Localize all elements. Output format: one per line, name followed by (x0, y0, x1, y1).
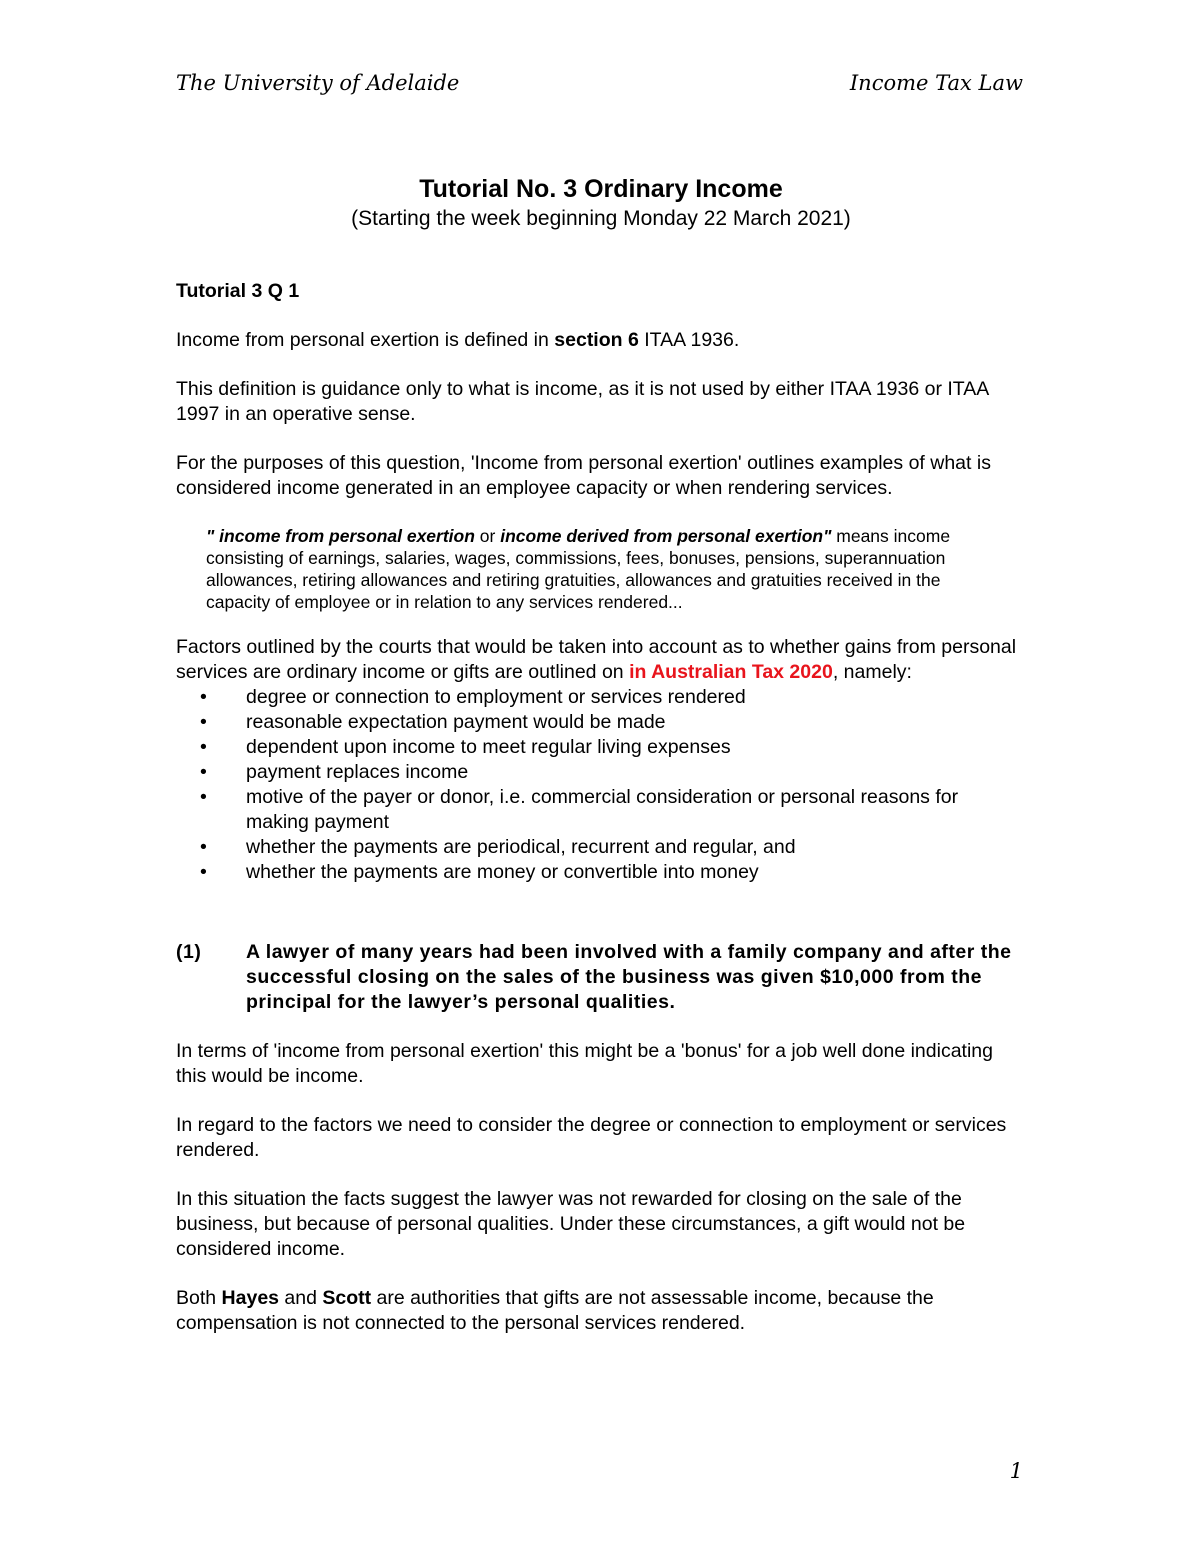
list-item-text: reasonable expectation payment would be made (246, 711, 666, 733)
list-item-text: whether the payments are money or convertible into money (246, 861, 759, 883)
textbook-reference: in Australian Tax 2020 (629, 661, 833, 683)
bullet-icon: • (200, 736, 207, 758)
document-body (176, 172, 1026, 1360)
text-run: Both (176, 1287, 222, 1309)
section-reference: section 6 (554, 329, 639, 351)
list-item (176, 785, 1026, 835)
paragraph-purpose: For the purposes of this question, 'Income from personal exertion' outlines examples of what is considered income generated in an employee capacity or when rendering services. (176, 452, 991, 499)
sub-question-number: (1) (176, 941, 202, 963)
text-run: ITAA 1936. (638, 329, 740, 351)
case-name-scott: Scott (322, 1287, 372, 1309)
paragraph-factors-intro (176, 635, 1026, 685)
bullet-icon: • (200, 861, 207, 883)
list-item (176, 860, 1026, 885)
bullet-icon: • (200, 761, 207, 783)
bullet-icon: • (200, 836, 207, 858)
list-item (176, 685, 1026, 710)
answer-paragraph: In regard to the factors we need to consider the degree or connection to employment or services rendered. (176, 1114, 1007, 1161)
list-item-text: motive of the payer or donor, i.e. commercial consideration or personal reasons for making payment (246, 786, 959, 833)
question-heading: Tutorial 3 Q 1 (176, 280, 300, 302)
text-run: are authorities that gifts are not assessable income, because the compensation is not connected to the personal services rendered. (176, 1287, 934, 1334)
title-rest: Ordinary Income (577, 175, 783, 203)
answer-paragraph: In terms of 'income from personal exertion' this might be a 'bonus' for a job well done indicating this would be income. (176, 1040, 993, 1087)
list-item (176, 835, 1026, 860)
text-run: or (474, 526, 501, 546)
header-institution: The University of Adelaide (176, 71, 460, 95)
list-item-text: degree or connection to employment or services rendered (246, 686, 746, 708)
list-item-text: dependent upon income to meet regular living expenses (246, 736, 731, 758)
title-bold: Tutorial No. 3 (419, 175, 578, 203)
bullet-icon: • (200, 686, 207, 708)
list-item (176, 710, 1026, 735)
text-run: Factors outlined by the courts that would be taken into account as to whether gains from personal services are ordinary income or gifts are outlined on (176, 636, 1017, 683)
paragraph-guidance: This definition is guidance only to what is income, as it is not used by either ITAA 1936 or ITAA 1997 in an operative sense. (176, 378, 989, 425)
page-title (176, 172, 1026, 206)
header-course: Income Tax Law (849, 71, 1023, 95)
case-name-hayes: Hayes (221, 1287, 280, 1309)
list-item (176, 735, 1026, 760)
list-item-text: payment replaces income (246, 761, 469, 783)
bullet-icon: • (200, 711, 207, 733)
sub-question-text: A lawyer of many years had been involved with a family company and after the successful closing on the sales of the business was given $10,000 from the principal for the lawyer’s personal qualities. (246, 941, 1012, 1013)
list-item-text: whether the payments are periodical, recurrent and regular, and (246, 836, 796, 858)
paragraph-authorities (176, 1286, 1026, 1336)
quote-term-1: " income from personal exertion (206, 526, 475, 546)
answer-paragraph: In this situation the facts suggest the lawyer was not rewarded for closing on the sale of the business, but because of personal qualities. Under these circumstances, a gift would not be considered income. (176, 1188, 966, 1260)
bullet-icon: • (200, 786, 207, 808)
quote-term-2: income derived from personal exertion" (500, 526, 832, 546)
text-run: , namely: (832, 661, 912, 683)
text-run: means income consisting of earnings, salaries, wages, commissions, fees, bonuses, pensions, superannuation allowances, retiring allowances and retiring gratuities, allowances and gratuities received in the capacity of employee or in relation to any services rendered... (206, 526, 951, 612)
sub-question (176, 940, 1026, 1015)
definition-quote (206, 525, 996, 613)
factors-list (176, 685, 1026, 885)
paragraph-definition (176, 328, 1026, 353)
list-item (176, 760, 1026, 785)
page-subtitle: (Starting the week beginning Monday 22 March 2021) (351, 207, 851, 230)
text-run: Income from personal exertion is defined in (176, 329, 555, 351)
page-number: 1 (1009, 1459, 1023, 1483)
text-run: and (279, 1287, 323, 1309)
